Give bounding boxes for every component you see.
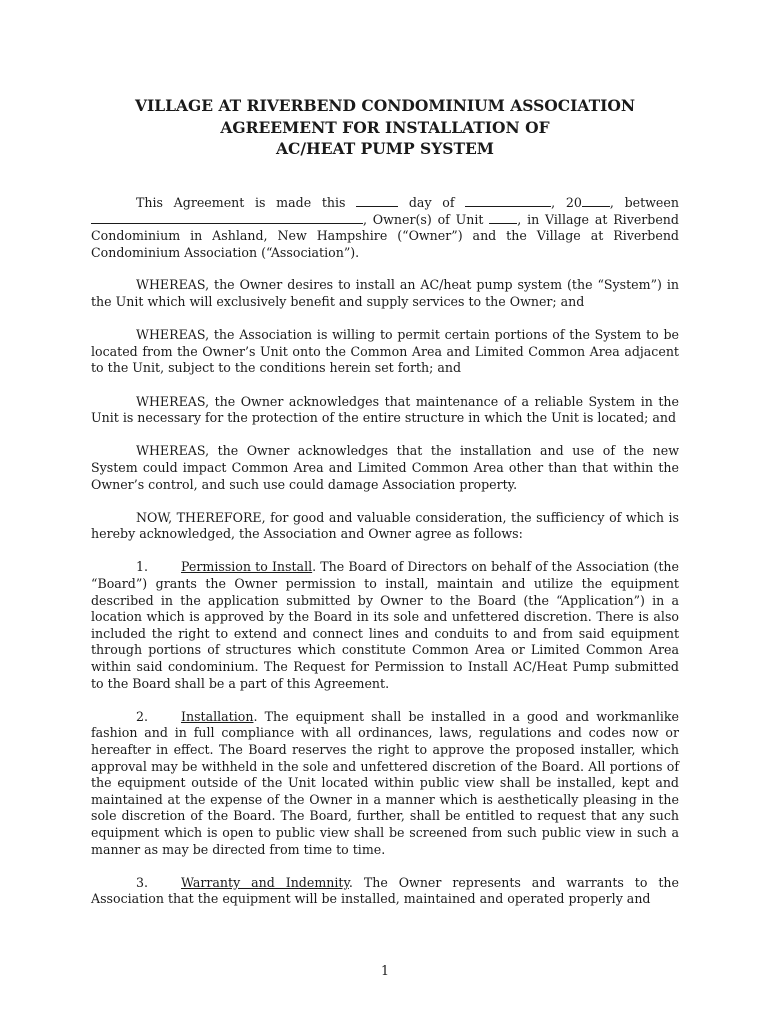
section-text: . The Board of Directors on behalf of the Association (the “Board”) grants the Owner permission to install, maintain and utilize the equipment described in the application submitted by Owner to the Board (the “Application”) in a location which is approved by the Board in its sole and unfettered discretion. There is also included the right to extend and connect lines and conduits to and from said equipment through portions of structures which constitute Common Area or Limited Common Area within said condominium. The Request for Permission to Install AC/Heat Pump submitted to the Board shall be a part of this Agreement. — [91, 559, 679, 691]
intro-text: day of — [408, 195, 455, 210]
section-2 — [91, 709, 679, 858]
now-therefore-paragraph: NOW, THEREFORE, for good and valuable consideration, the sufficiency of which is hereby acknowledged, the Association and Owner agree as follows: — [91, 509, 679, 542]
section-number: 1. — [136, 559, 149, 575]
document-title — [90, 95, 680, 160]
month-blank — [465, 195, 551, 207]
section-number: 3. — [136, 874, 149, 890]
whereas-paragraph: WHEREAS, the Association is willing to permit certain portions of the System to be located from the Owner’s Unit onto the Common Area and Limited Common Area adjacent to the Unit, subject to the conditions herein set forth; and — [91, 327, 679, 376]
section-heading: Permission to Install — [181, 559, 313, 575]
page-number: 1 — [380, 963, 389, 978]
whereas-paragraph: WHEREAS, the Owner acknowledges that maintenance of a reliable System in the Unit is necessary for the protection of the entire structure in which the Unit is located; and — [91, 393, 679, 426]
intro-text: , 20 — [551, 195, 582, 210]
title-line-3: AC/HEAT PUMP SYSTEM — [276, 139, 494, 158]
title-line-1: VILLAGE AT RIVERBEND CONDOMINIUM ASSOCIATION — [134, 96, 636, 115]
unit-blank — [489, 212, 517, 224]
whereas-paragraph: WHEREAS, the Owner acknowledges that the installation and use of the new System could impact Common Area and Limited Common Area other than that within the Owner’s control, and such use could damage Association property. — [91, 443, 679, 492]
section-heading: Installation — [181, 708, 254, 724]
intro-paragraph — [91, 195, 679, 261]
document-body — [91, 195, 679, 925]
owner-name-blank — [91, 212, 363, 224]
section-number: 2. — [136, 708, 149, 724]
section-heading: Warranty and Indemnity — [181, 874, 349, 890]
section-text: . The Owner represents and warrants to the Association that the equipment will be installed, maintained and operated properly and — [91, 874, 679, 907]
section-1 — [91, 559, 679, 692]
day-blank — [356, 195, 398, 207]
title-line-2: AGREEMENT FOR INSTALLATION OF — [220, 117, 550, 137]
section-3 — [91, 875, 679, 908]
intro-text: This Agreement is made this — [136, 195, 346, 210]
section-text: . The equipment shall be installed in a good and workmanlike fashion and in full compliance with all ordinances, laws, regulations and codes now or hereafter in effect. The Board reserves the right to approve the proposed installer, which approval may be withheld in the sole and unfettered discretion of the Board. All portions of the equipment outside of the Unit located within public view shall be installed, kept and maintained at the expense of the Owner in a manner which is aesthetically pleasing in the sole discretion of the Board. The Board, further, shall be entitled to request that any such equipment which is open to public view shall be screened from such public view in such a manner as may be directed from time to time. — [91, 708, 679, 857]
intro-text: , Owner(s) of Unit — [363, 211, 484, 227]
intro-text: , in Village at Riverbend Condominium in Ashland, New Hampshire (“Owner”) and the Village at Riverbend Condominium Association (“Association”). — [91, 211, 679, 260]
intro-text: , between — [609, 195, 679, 210]
year-blank — [582, 195, 610, 207]
whereas-paragraph: WHEREAS, the Owner desires to install an AC/heat pump system (the “System”) in the Unit which will exclusively benefit and supply services to the Owner; and — [91, 277, 679, 309]
